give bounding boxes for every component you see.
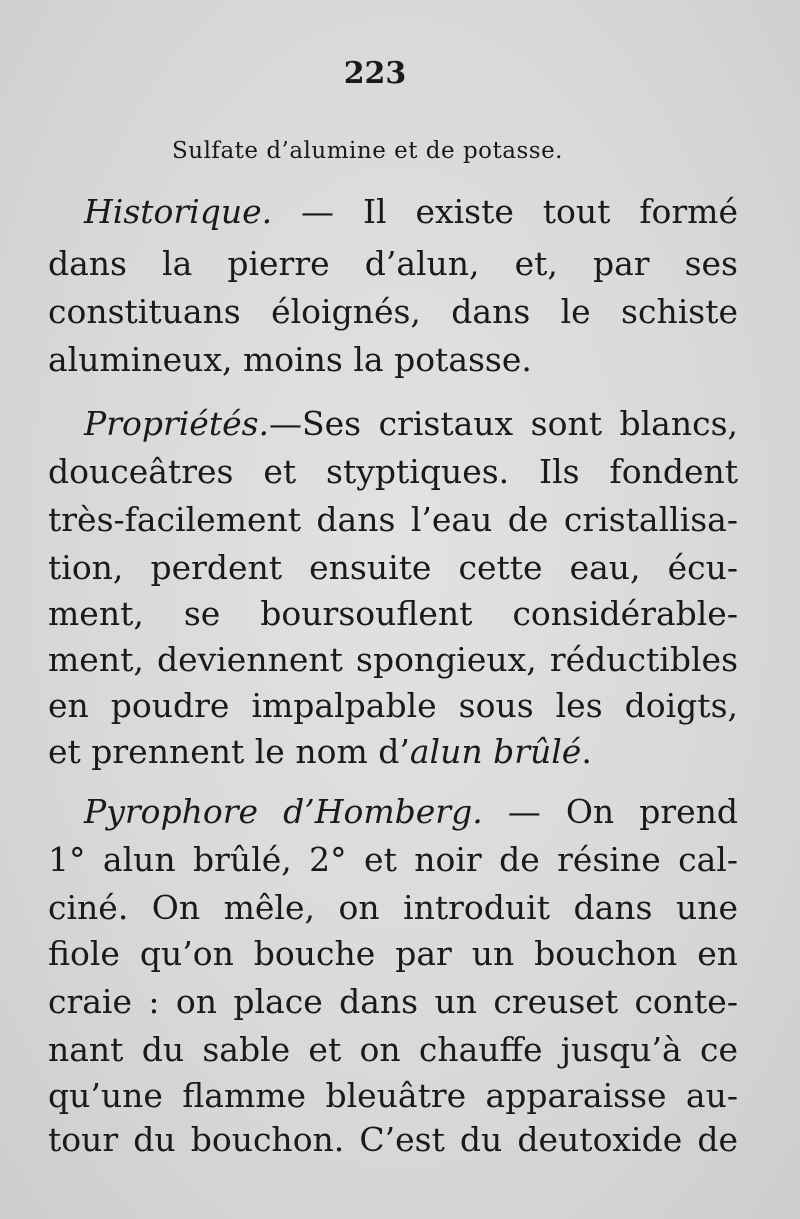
proprietes-line-5: ment, se boursouflent considérable- bbox=[48, 594, 738, 633]
pyrophore-line-2: 1° alun brûlé, 2° et noir de résine cal- bbox=[48, 840, 738, 879]
proprietes-line-7: en poudre impalpable sous les doigts, bbox=[48, 686, 738, 725]
proprietes-text: —Ses cristaux sont blancs, bbox=[269, 404, 738, 443]
page-number: 223 bbox=[343, 56, 407, 91]
proprietes-line-8-end: . bbox=[581, 732, 592, 771]
pyrophore-line-6: nant du sable et on chauffe jusqu’à ce bbox=[48, 1030, 738, 1069]
historique-heading: Historique. bbox=[84, 192, 273, 231]
historique-line-1 bbox=[84, 192, 738, 232]
pyrophore-line-1 bbox=[84, 792, 738, 832]
proprietes-line-1 bbox=[84, 404, 738, 444]
proprietes-line-4: tion, perdent ensuite cette eau, écu- bbox=[48, 548, 738, 587]
proprietes-line-3: très-facilement dans l’eau de cristallisa- bbox=[48, 500, 738, 539]
proprietes-line-2: douceâtres et styptiques. Ils fondent bbox=[48, 452, 738, 491]
pyrophore-line-5: craie : on place dans un creuset conte- bbox=[48, 982, 738, 1021]
pyrophore-line-8: tour du bouchon. C’est du deutoxide de bbox=[48, 1120, 738, 1159]
proprietes-heading: Propriétés. bbox=[84, 404, 270, 443]
historique-line-2: dans la pierre d’alun, et, par ses bbox=[48, 244, 738, 283]
pyrophore-line-3: ciné. On mêle, on introduit dans une bbox=[48, 888, 738, 927]
running-head: Sulfate d’alumine et de potasse. bbox=[172, 138, 563, 164]
pyrophore-heading: Pyrophore d’Homberg. bbox=[84, 792, 483, 831]
pyrophore-line-4: fiole qu’on bouche par un bouchon en bbox=[48, 934, 738, 973]
historique-line-3: constituans éloignés, dans le schiste bbox=[48, 292, 738, 331]
proprietes-line-6: ment, deviennent spongieux, réductibles bbox=[48, 640, 738, 679]
historique-line-4: alumineux, moins la potasse. bbox=[48, 340, 532, 379]
proprietes-line-8 bbox=[48, 732, 738, 772]
proprietes-line-8-start: et prennent le nom d’ bbox=[48, 732, 410, 771]
alun-brule-term: alun brûlé bbox=[409, 732, 582, 771]
pyrophore-text: — On prend bbox=[482, 792, 738, 831]
pyrophore-line-7: qu’une flamme bleuâtre apparaisse au- bbox=[48, 1076, 738, 1115]
historique-text: — Il existe tout formé bbox=[272, 192, 738, 231]
